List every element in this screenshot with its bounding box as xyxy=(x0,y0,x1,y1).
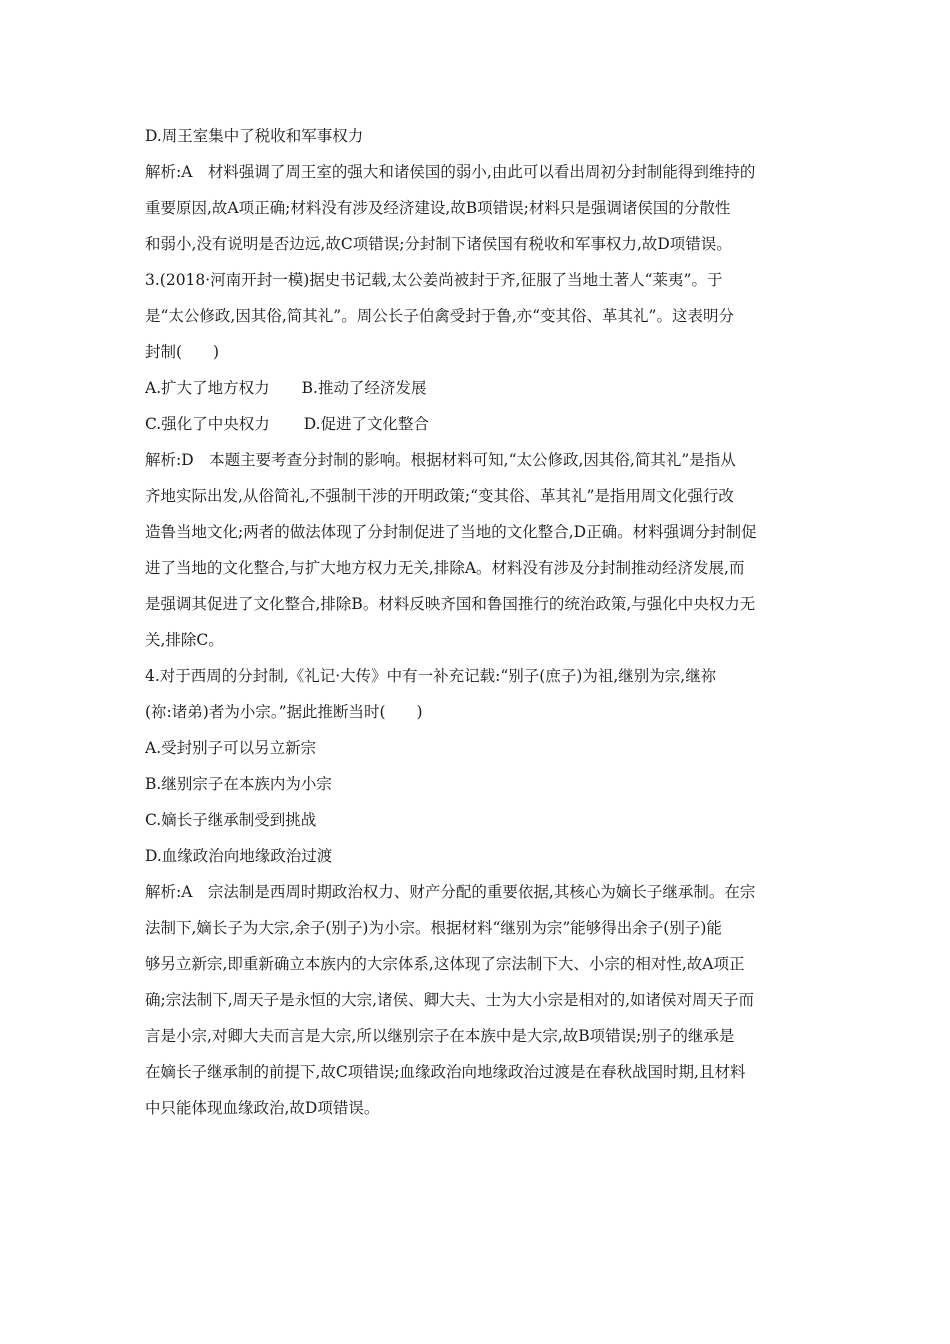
analysis-line: 在嫡长子继承制的前提下,故C项错误;血缘政治向地缘政治过渡是在春秋战国时期,且材料 xyxy=(145,1063,746,1081)
q3-option-d: D.促进了文化整合 xyxy=(303,415,430,433)
q2-analysis xyxy=(145,154,815,262)
analysis-line: 言是小宗,对卿大夫而言是大宗,所以继别宗子在本族中是大宗,故B项错误;别子的继承是 xyxy=(145,1027,735,1045)
analysis-line: 造鲁当地文化;两者的做法体现了分封制促进了当地的文化整合,D正确。材料强调分封制促 xyxy=(145,523,757,541)
stem-line: 3.(2018·河南开封一模)据史书记载,太公姜尚被封于齐,征服了当地土著人“莱夷”。于 xyxy=(145,271,723,289)
analysis-line: 进了当地的文化整合,与扩大地方权力无关,排除A。材料没有涉及分封制推动经济发展,而 xyxy=(145,559,745,577)
q3-option-c: C.强化了中央权力 xyxy=(145,415,270,433)
question-3 xyxy=(145,262,815,658)
q4-stem xyxy=(145,658,815,730)
q3-stem xyxy=(145,262,815,370)
analysis-line: 够另立新宗,即重新确立本族内的大宗体系,这体现了宗法制下大、小宗的相对性,故A项正 xyxy=(145,955,745,973)
question-2-tail xyxy=(145,118,815,262)
q4-analysis xyxy=(145,874,815,1126)
analysis-line: 解析:A 材料强调了周王室的强大和诸侯国的弱小,由此可以看出周初分封制能得到维持的 xyxy=(145,163,756,181)
q3-options-row-2 xyxy=(145,406,815,442)
analysis-line: 重要原因,故A项正确;材料没有涉及经济建设,故B项错误;材料只是强调诸侯国的分散性 xyxy=(145,199,731,217)
q3-option-b: B.推动了经济发展 xyxy=(301,379,427,397)
stem-line: (祢:诸弟)者为小宗。”据此推断当时( ) xyxy=(145,703,423,721)
analysis-line: 齐地实际出发,从俗简礼,不强制干涉的开明政策;“变其俗、革其礼”是指用周文化强行改 xyxy=(145,487,734,505)
analysis-line: 是强调其促进了文化整合,排除B。材料反映齐国和鲁国推行的统治政策,与强化中央权力无 xyxy=(145,595,756,613)
stem-line: 是“太公修政,因其俗,简其礼”。周公长子伯禽受封于鲁,亦“变其俗、革其礼”。这表明分 xyxy=(145,307,734,325)
analysis-line: 中只能体现血缘政治,故D项错误。 xyxy=(145,1099,380,1117)
analysis-line: 解析:D 本题主要考查分封制的影响。根据材料可知,“太公修政,因其俗,简其礼”是指从 xyxy=(145,451,736,469)
analysis-line: 关,排除C。 xyxy=(145,631,224,649)
q3-option-a: A.扩大了地方权力 xyxy=(145,379,270,397)
analysis-line: 法制下,嫡长子为大宗,余子(别子)为小宗。根据材料“继别为宗”能够得出余子(别子)能 xyxy=(145,919,722,937)
q4-option-d: D.血缘政治向地缘政治过渡 xyxy=(145,847,333,865)
q3-analysis xyxy=(145,442,815,658)
question-4 xyxy=(145,658,815,1126)
q4-option-a: A.受封别子可以另立新宗 xyxy=(145,739,317,757)
analysis-line: 解析:A 宗法制是西周时期政治权力、财产分配的重要依据,其核心为嫡长子继承制。在宗 xyxy=(145,883,756,901)
stem-line: 封制( ) xyxy=(145,343,220,361)
stem-line: 4.对于西周的分封制,《礼记·大传》中有一补充记载:“别子(庶子)为祖,继别为宗,继祢 xyxy=(145,667,717,685)
document-page xyxy=(145,118,815,1126)
q4-option-b: B.继别宗子在本族内为小宗 xyxy=(145,775,332,793)
q2-option-d: D.周王室集中了税收和军事权力 xyxy=(145,127,364,145)
analysis-line: 确;宗法制下,周天子是永恒的大宗,诸侯、卿大夫、士为大小宗是相对的,如诸侯对周天子而 xyxy=(145,991,755,1009)
analysis-line: 和弱小,没有说明是否边远,故C项错误;分封制下诸侯国有税收和军事权力,故D项错误。 xyxy=(145,235,732,253)
q4-option-c: C.嫡长子继承制受到挑战 xyxy=(145,811,317,829)
q3-options-row-1 xyxy=(145,370,815,406)
